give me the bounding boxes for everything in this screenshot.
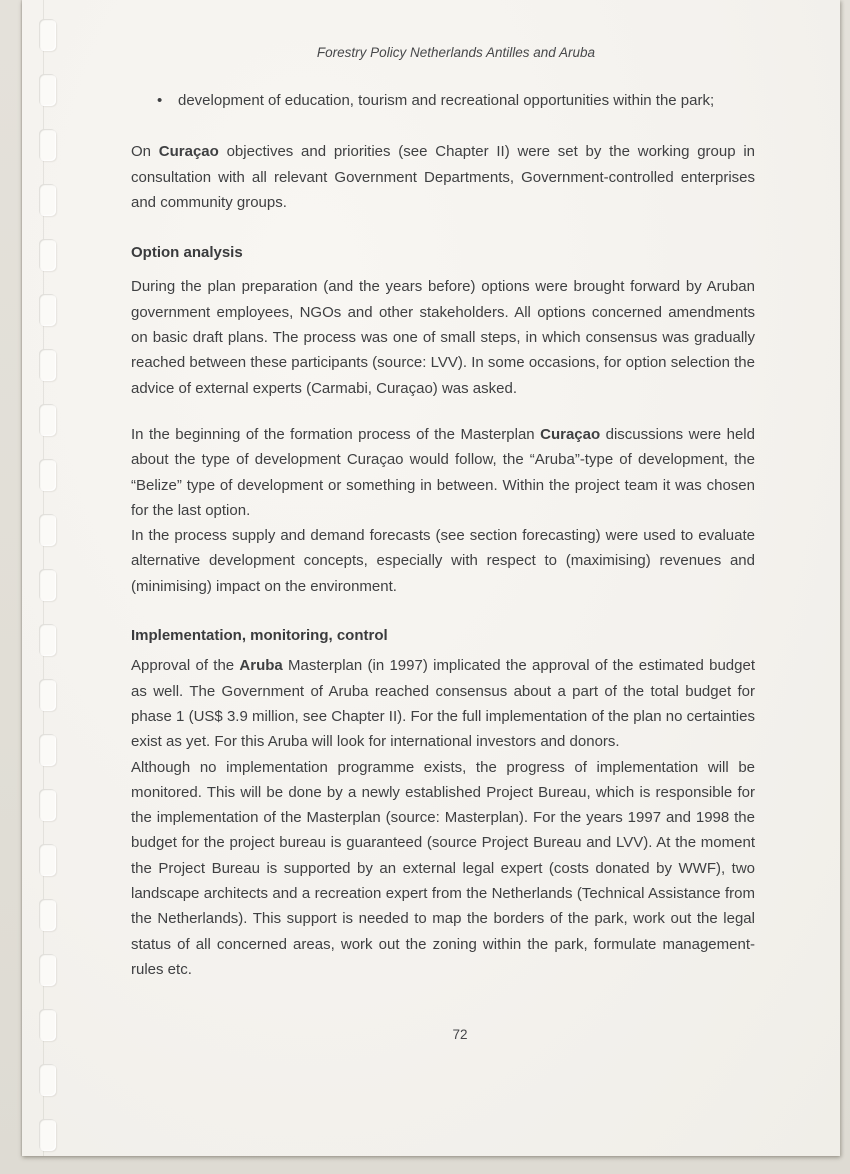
- binding-hole: [39, 734, 56, 766]
- binding-holes: [22, 0, 92, 1156]
- bold-text-segment: Curaçao: [540, 425, 601, 443]
- heading-implementation: Implementation, monitoring, control: [131, 627, 388, 645]
- binding-hole: [39, 1009, 56, 1041]
- paper-sheet: [22, 0, 840, 1156]
- binding-hole: [39, 294, 56, 326]
- binding-hole: [39, 19, 56, 51]
- binding-hole: [39, 844, 56, 876]
- text-segment: In the beginning of the formation process of the Masterplan: [131, 425, 541, 443]
- paragraph-masterplan-curacao: [131, 422, 755, 523]
- paragraph-monitoring: Although no implementation programme exists, the progress of implementation will be monitored. This will be done by a newly established Project Bureau, which is responsible for the implementation of the Masterplan (source: Masterplan). For the years 1997 and 1998 the budget for the project bureau is guaranteed (source Project Bureau and LVV). At the moment the Project Bureau is supported by an external legal expert (costs donated by WWF), two landscape architects and a recreation expert from the Netherlands (Technical Assistance from the Netherlands). This support is needed to map the borders of the park, work out the legal status of all concerned areas, work out the zoning within the park, formulate management-rules etc.: [131, 758, 755, 978]
- text-segment: On: [131, 143, 159, 161]
- binding-hole: [39, 789, 56, 821]
- binding-hole: [39, 184, 56, 216]
- page-number: 72: [452, 1027, 468, 1042]
- binding-hole: [39, 74, 56, 106]
- bullet-item-text: development of education, tourism and recreational opportunities within the park;: [178, 92, 715, 109]
- bold-text-segment: Aruba: [239, 657, 283, 675]
- binding-hole: [39, 514, 56, 546]
- binding-hole: [39, 569, 56, 601]
- paragraph-option-analysis: During the plan preparation (and the years before) options were brought forward by Aruban government employees, NGOs and other stakeholders. All options concerned amendments on basic draft plans. The process was one of small steps, in which consensus was gradually reached between these participants (source: LVV). In some occasions, for option selection the advice of external experts (Carmabi, Curaçao) was asked.: [131, 278, 755, 397]
- binding-hole: [39, 679, 56, 711]
- binding-hole: [39, 624, 56, 656]
- bullet-list-item: [131, 88, 755, 113]
- binding-hole: [39, 459, 56, 491]
- binding-hole: [39, 1119, 56, 1151]
- text-segment: objectives and priorities (see Chapter II) were set by the working group in consultation with all relevant Government Departments, Government-controlled enterprises and community groups.: [131, 143, 755, 211]
- text-segment: Approval of the: [131, 657, 240, 675]
- binding-hole: [39, 899, 56, 931]
- bold-text-segment: Curaçao: [158, 143, 219, 161]
- text-segment: Masterplan (in 1997) implicated the approval of the estimated budget as well. The Government of Aruba reached consensus about a part of the total budget for phase 1 (US$ 3.9 million, see Chapter II). For the full implementation of the plan no certainties exist as yet. For this Aruba will look for international investors and donors.: [131, 657, 755, 751]
- paragraph-curacao-objectives: [131, 139, 755, 215]
- heading-option-analysis: Option analysis: [131, 244, 243, 262]
- running-header: Forestry Policy Netherlands Antilles and Aruba: [316, 45, 596, 60]
- paragraph-forecasts: In the process supply and demand forecasts (see section forecasting) were used to evaluate alternative development concepts, especially with respect to (maximising) revenues and (minimising) impact on the environment.: [131, 527, 755, 595]
- binding-hole: [39, 1064, 56, 1096]
- text-segment: discussions were held about the type of development Curaçao would follow, the “Aruba”-type of development, the “Belize” type of development or something in between. Within the project team it was chosen for the last option.: [131, 425, 755, 519]
- bullet-icon: •: [157, 92, 163, 109]
- binding-hole: [39, 239, 56, 271]
- binding-hole: [39, 129, 56, 161]
- binding-hole: [39, 404, 56, 436]
- binding-hole: [39, 954, 56, 986]
- page-content: [131, 0, 755, 1042]
- binding-hole: [39, 349, 56, 381]
- paragraph-approval: [131, 653, 755, 754]
